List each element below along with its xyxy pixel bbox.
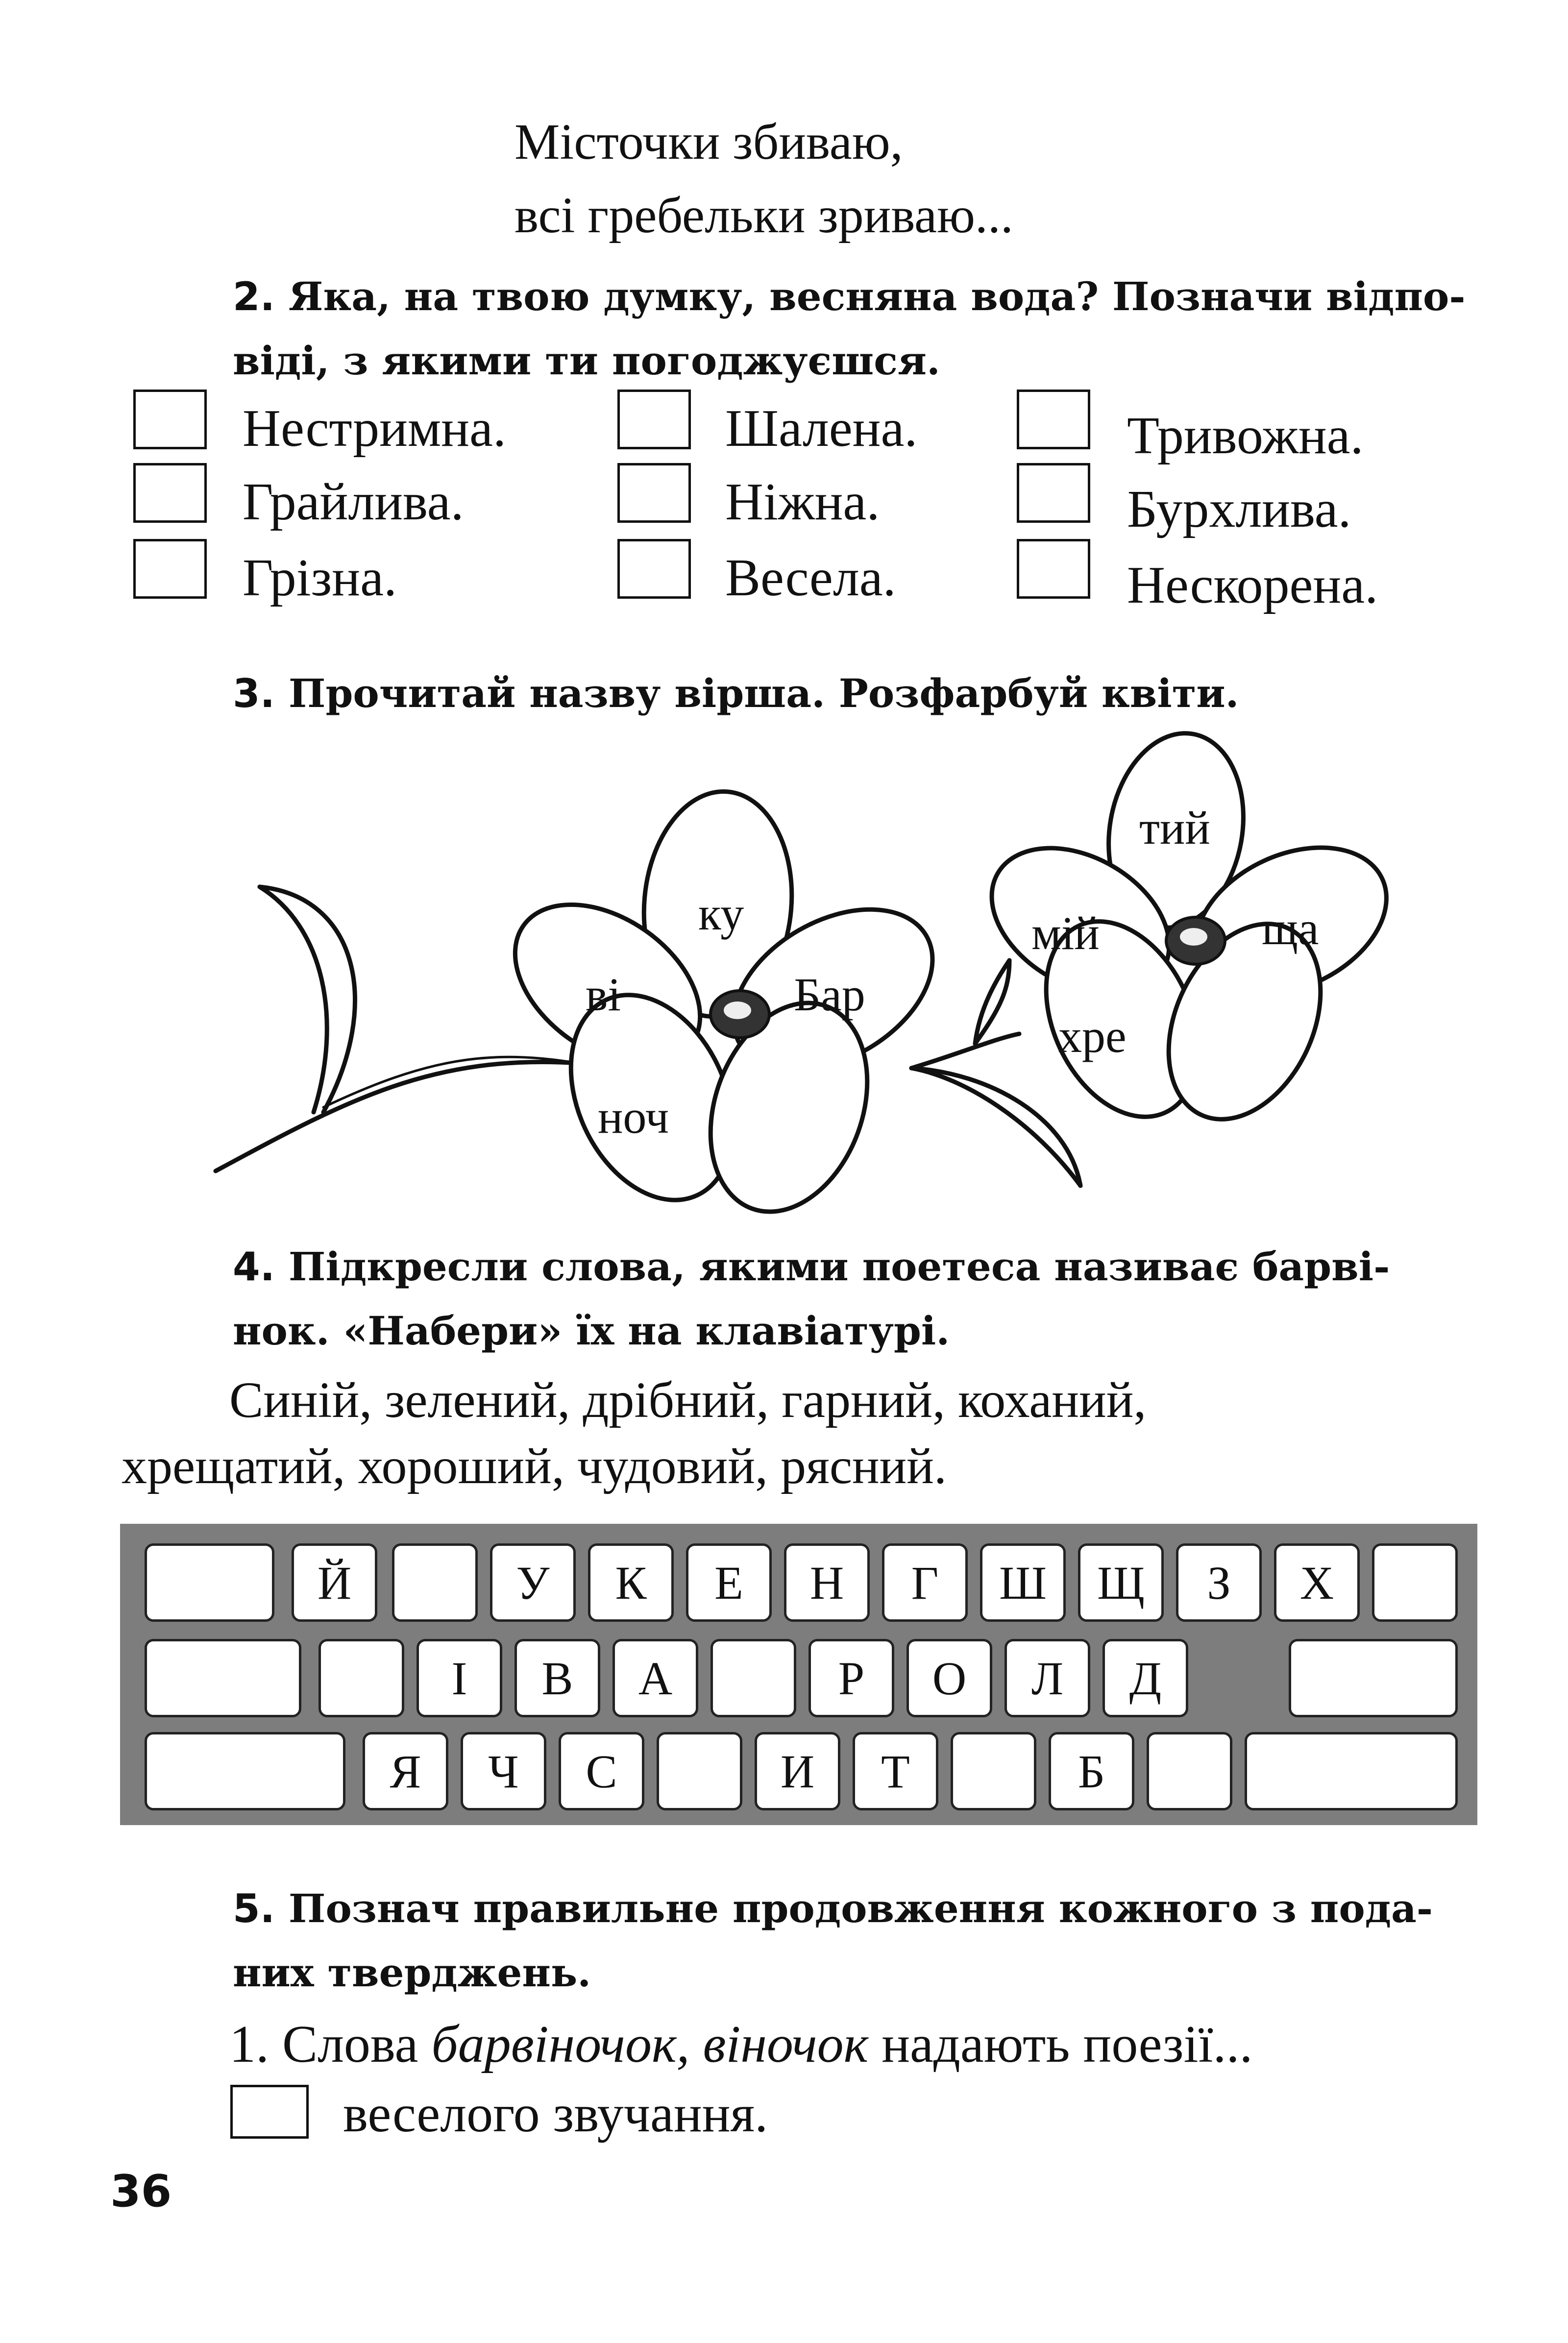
task-4-text-line-1: Підкресли слова, якими поетеса називає барві- bbox=[288, 1244, 1390, 1290]
option-label-8: Весела. bbox=[725, 549, 896, 607]
key-row3-5[interactable] bbox=[657, 1732, 742, 1810]
option-label-5: Ніжна. bbox=[725, 473, 880, 531]
key-row1-4[interactable]: У bbox=[490, 1543, 576, 1622]
key-row1-9[interactable]: Ш bbox=[980, 1543, 1066, 1622]
task-2-text-line-2: віді, з якими ти погоджуєшся. bbox=[233, 338, 940, 384]
flower-stem bbox=[216, 1062, 578, 1171]
key-row1-10[interactable]: Щ bbox=[1078, 1543, 1164, 1622]
key-row2-6[interactable] bbox=[710, 1639, 796, 1717]
key-row2-10[interactable]: Д bbox=[1102, 1639, 1188, 1717]
task-5-statement-1 bbox=[229, 2011, 1253, 2077]
flower-2-syllable-1: тий bbox=[1139, 802, 1210, 854]
key-row2-7[interactable]: Р bbox=[808, 1639, 894, 1717]
statement-prefix: 1. Слова bbox=[229, 2015, 432, 2074]
option-label-7: Грізна. bbox=[243, 549, 397, 607]
key-row1-6[interactable]: Е bbox=[686, 1543, 772, 1622]
page-number: 36 bbox=[110, 2166, 172, 2217]
checkbox-task-5-option-1[interactable] bbox=[230, 2085, 309, 2139]
task-3-text: Прочитай назву вірша. Розфарбуй квіти. bbox=[288, 670, 1239, 716]
key-row2-2[interactable] bbox=[318, 1639, 404, 1717]
key-row1-11[interactable]: З bbox=[1176, 1543, 1262, 1622]
key-row1-12[interactable]: Х bbox=[1274, 1543, 1360, 1622]
option-label-1: Нестримна. bbox=[243, 399, 506, 458]
task-4-number: 4. bbox=[233, 1244, 275, 1290]
option-label-6: Бурхлива. bbox=[1127, 480, 1351, 538]
task-4-words-line-2: хрещатий, хороший, чудовий, рясний. bbox=[122, 1438, 947, 1494]
option-label-4: Грайлива. bbox=[243, 473, 464, 531]
key-row1-1[interactable] bbox=[145, 1543, 274, 1622]
key-row3-10[interactable] bbox=[1147, 1732, 1232, 1810]
task-5-instruction bbox=[233, 1877, 1433, 2004]
task-4-words bbox=[122, 1367, 1147, 1499]
flower-2-syllable-2: мій bbox=[1031, 907, 1100, 959]
key-row3-11[interactable] bbox=[1245, 1732, 1458, 1810]
flower-2-syllable-4: хре bbox=[1058, 1010, 1127, 1062]
flower-2-syllable-3: ща bbox=[1262, 902, 1319, 954]
task-3-number: 3. bbox=[233, 671, 275, 716]
key-row3-8[interactable] bbox=[951, 1732, 1036, 1810]
task-4-words-line-1: Синій, зелений, дрібний, гарний, коханий, bbox=[229, 1372, 1147, 1428]
flower-1-syllable-2: ві bbox=[586, 968, 621, 1021]
task-5-option-1-label: веселого звучання. bbox=[343, 2085, 768, 2143]
key-row3-3[interactable]: Ч bbox=[461, 1732, 546, 1810]
key-row2-9[interactable]: Л bbox=[1004, 1639, 1090, 1717]
poem-line-2: всі гребельки зриваю... bbox=[514, 187, 1013, 244]
key-row3-4[interactable]: С bbox=[559, 1732, 644, 1810]
key-row1-7[interactable]: Н bbox=[784, 1543, 870, 1622]
task-5-text-line-1: Познач правильне продовження кожного з пода- bbox=[288, 1885, 1433, 1931]
key-row3-1[interactable] bbox=[145, 1732, 345, 1810]
key-row1-2[interactable]: Й bbox=[292, 1543, 377, 1622]
key-row3-7[interactable]: Т bbox=[853, 1732, 938, 1810]
task-4-instruction bbox=[233, 1235, 1390, 1363]
key-row1-3[interactable] bbox=[392, 1543, 478, 1622]
right-leaf bbox=[911, 1068, 1080, 1186]
task-2-text-line-1: Яка, на твою думку, весняна вода? Позначи відпо- bbox=[288, 273, 1466, 319]
option-label-9: Нескорена. bbox=[1127, 556, 1378, 614]
key-row2-5[interactable]: А bbox=[612, 1639, 698, 1717]
task-4-text-line-2: нок. «Набери» їх на клавіатурі. bbox=[233, 1308, 950, 1354]
key-row2-1[interactable] bbox=[145, 1639, 301, 1717]
key-row2-8[interactable]: О bbox=[906, 1639, 992, 1717]
statement-italic-words: барвіночок, віночок bbox=[431, 2015, 869, 2074]
key-row3-9[interactable]: Б bbox=[1049, 1732, 1134, 1810]
option-label-3: Тривожна. bbox=[1127, 407, 1364, 465]
key-row1-5[interactable]: К bbox=[588, 1543, 674, 1622]
task-2-number: 2. bbox=[233, 274, 275, 319]
crescent-leaf bbox=[260, 887, 355, 1112]
statement-suffix: надають поезії... bbox=[868, 2015, 1253, 2074]
flower-1-syllable-1: ку bbox=[698, 887, 744, 940]
flower-1-syllable-4: ноч bbox=[598, 1091, 669, 1143]
key-row3-2[interactable]: Я bbox=[363, 1732, 448, 1810]
poem-line-1: Місточки збиваю, bbox=[514, 114, 903, 170]
key-row1-13[interactable] bbox=[1372, 1543, 1458, 1622]
key-row2-11[interactable] bbox=[1289, 1639, 1458, 1717]
task-5-text-line-2: них тверджень. bbox=[233, 1950, 591, 1996]
option-label-2: Шалена. bbox=[725, 399, 918, 458]
flower-1-syllable-3: Бар bbox=[794, 968, 865, 1021]
key-row2-3[interactable]: І bbox=[416, 1639, 502, 1717]
key-row1-8[interactable]: Г bbox=[882, 1543, 968, 1622]
task-5-number: 5. bbox=[233, 1886, 275, 1931]
key-row3-6[interactable]: И bbox=[755, 1732, 840, 1810]
key-row2-4[interactable]: В bbox=[514, 1639, 600, 1717]
